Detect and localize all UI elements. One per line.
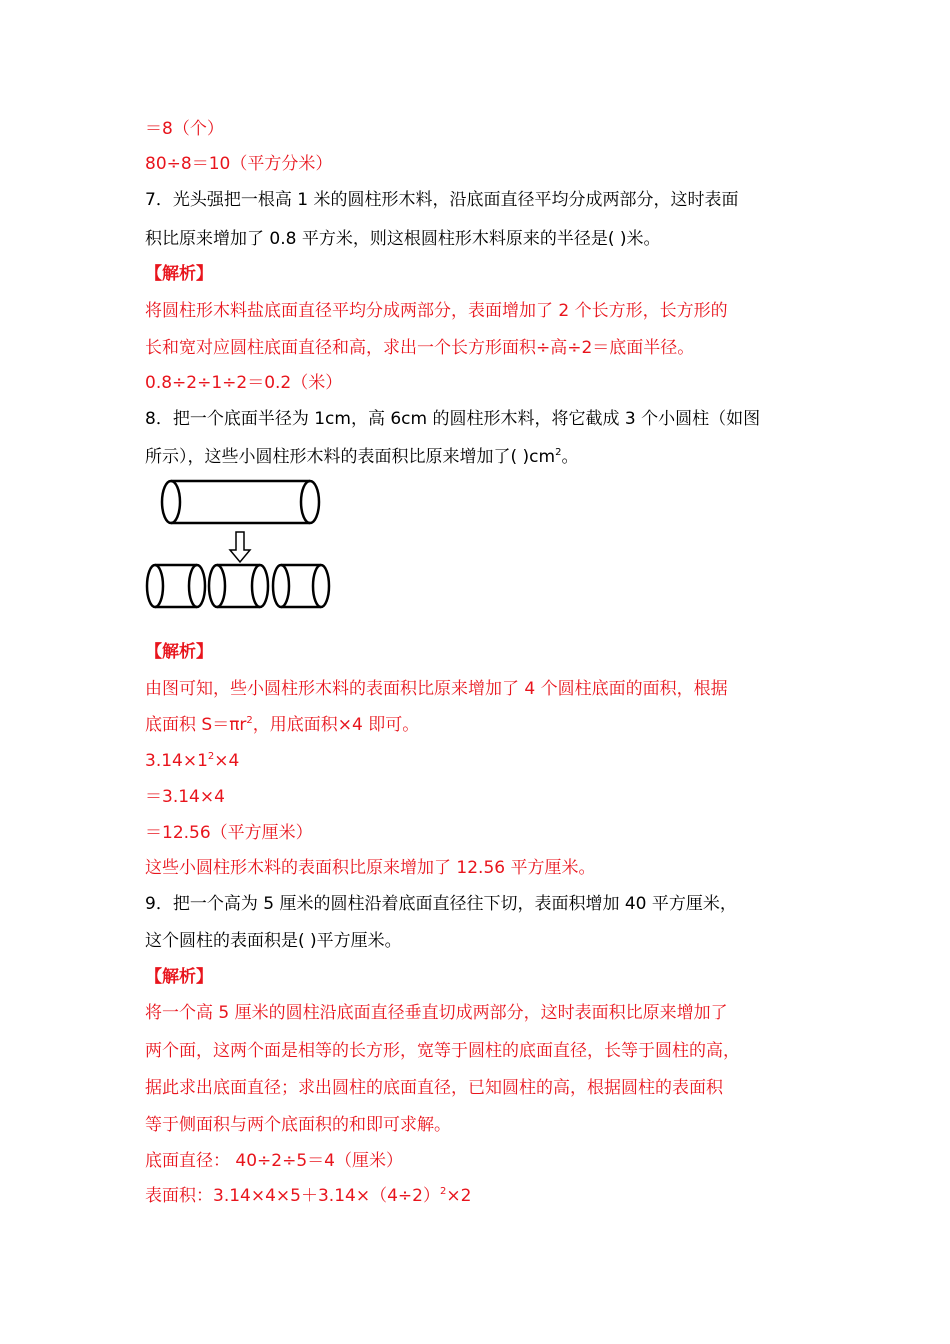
answer-line: 长和宽对应圆柱底面直径和高，求出一个长方形面积÷高÷2＝底面半径。 xyxy=(145,338,695,358)
question-9-line2: 这个圆柱的表面积是( )平方厘米。 xyxy=(145,931,402,951)
answer-line: 等于侧面积与两个底面积的和即可求解。 xyxy=(145,1115,451,1135)
analysis-heading: 【解析】 xyxy=(145,967,213,987)
analysis-heading: 【解析】 xyxy=(145,264,213,284)
question-9-line1: 9．把一个高为 5 厘米的圆柱沿着底面直径往下切，表面积增加 40 平方厘米， xyxy=(145,894,737,914)
question-7-line1: 7．光头强把一根高 1 米的圆柱形木料，沿底面直径平均分成两部分，这时表面 xyxy=(145,190,739,210)
answer-line: $3.14\times 1^2\times 4$ xyxy=(145,751,240,771)
answer-line: 将圆柱形木料盐底面直径平均分成两部分，表面增加了 2 个长方形，长方形的 xyxy=(145,301,728,321)
question-7-line2: 积比原来增加了 0.8 平方米，则这根圆柱形木料原来的半径是( )米。 xyxy=(145,229,661,249)
answer-line: ＝8（个） xyxy=(145,119,224,139)
question-8-line2: 所示），这些小圆柱形木料的表面积比原来增加了( )$cm^2$。 xyxy=(145,447,579,467)
answer-line: 表面积：$3.14\times 4\times 5+3.14\times(4\div 2)^2\times 2$ xyxy=(145,1186,472,1206)
answer-line: 80÷8＝10（平方分米） xyxy=(145,154,333,174)
answer-line: 由图可知，些小圆柱形木料的表面积比原来增加了 4 个圆柱底面的面积，根据 xyxy=(145,679,728,699)
answer-line: 这些小圆柱形木料的表面积比原来增加了 12.56 平方厘米。 xyxy=(145,858,596,878)
answer-line: 底面直径： 40÷2÷5＝4（厘米） xyxy=(145,1151,403,1171)
answer-line: 0.8÷2÷1÷2＝0.2（米） xyxy=(145,373,343,393)
answer-line: ＝3.14×4 xyxy=(145,787,225,807)
answer-line: 底面积 $S=\pi r^2$，用底面积×4 即可。 xyxy=(145,715,420,735)
answer-line: 据此求出底面直径；求出圆柱的底面直径，已知圆柱的高，根据圆柱的表面积 xyxy=(145,1078,723,1098)
cylinder-cut-figure xyxy=(140,472,340,617)
question-8-line1: 8．把一个底面半径为 1cm，高 6cm 的圆柱形木料，将它截成 3 个小圆柱（如图 xyxy=(145,409,761,429)
answer-line: 将一个高 5 厘米的圆柱沿底面直径垂直切成两部分，这时表面积比原来增加了 xyxy=(145,1003,728,1023)
answer-line: 两个面，这两个面是相等的长方形，宽等于圆柱的底面直径，长等于圆柱的高， xyxy=(145,1041,740,1061)
answer-line: ＝12.56（平方厘米） xyxy=(145,823,313,843)
analysis-heading: 【解析】 xyxy=(145,642,213,662)
